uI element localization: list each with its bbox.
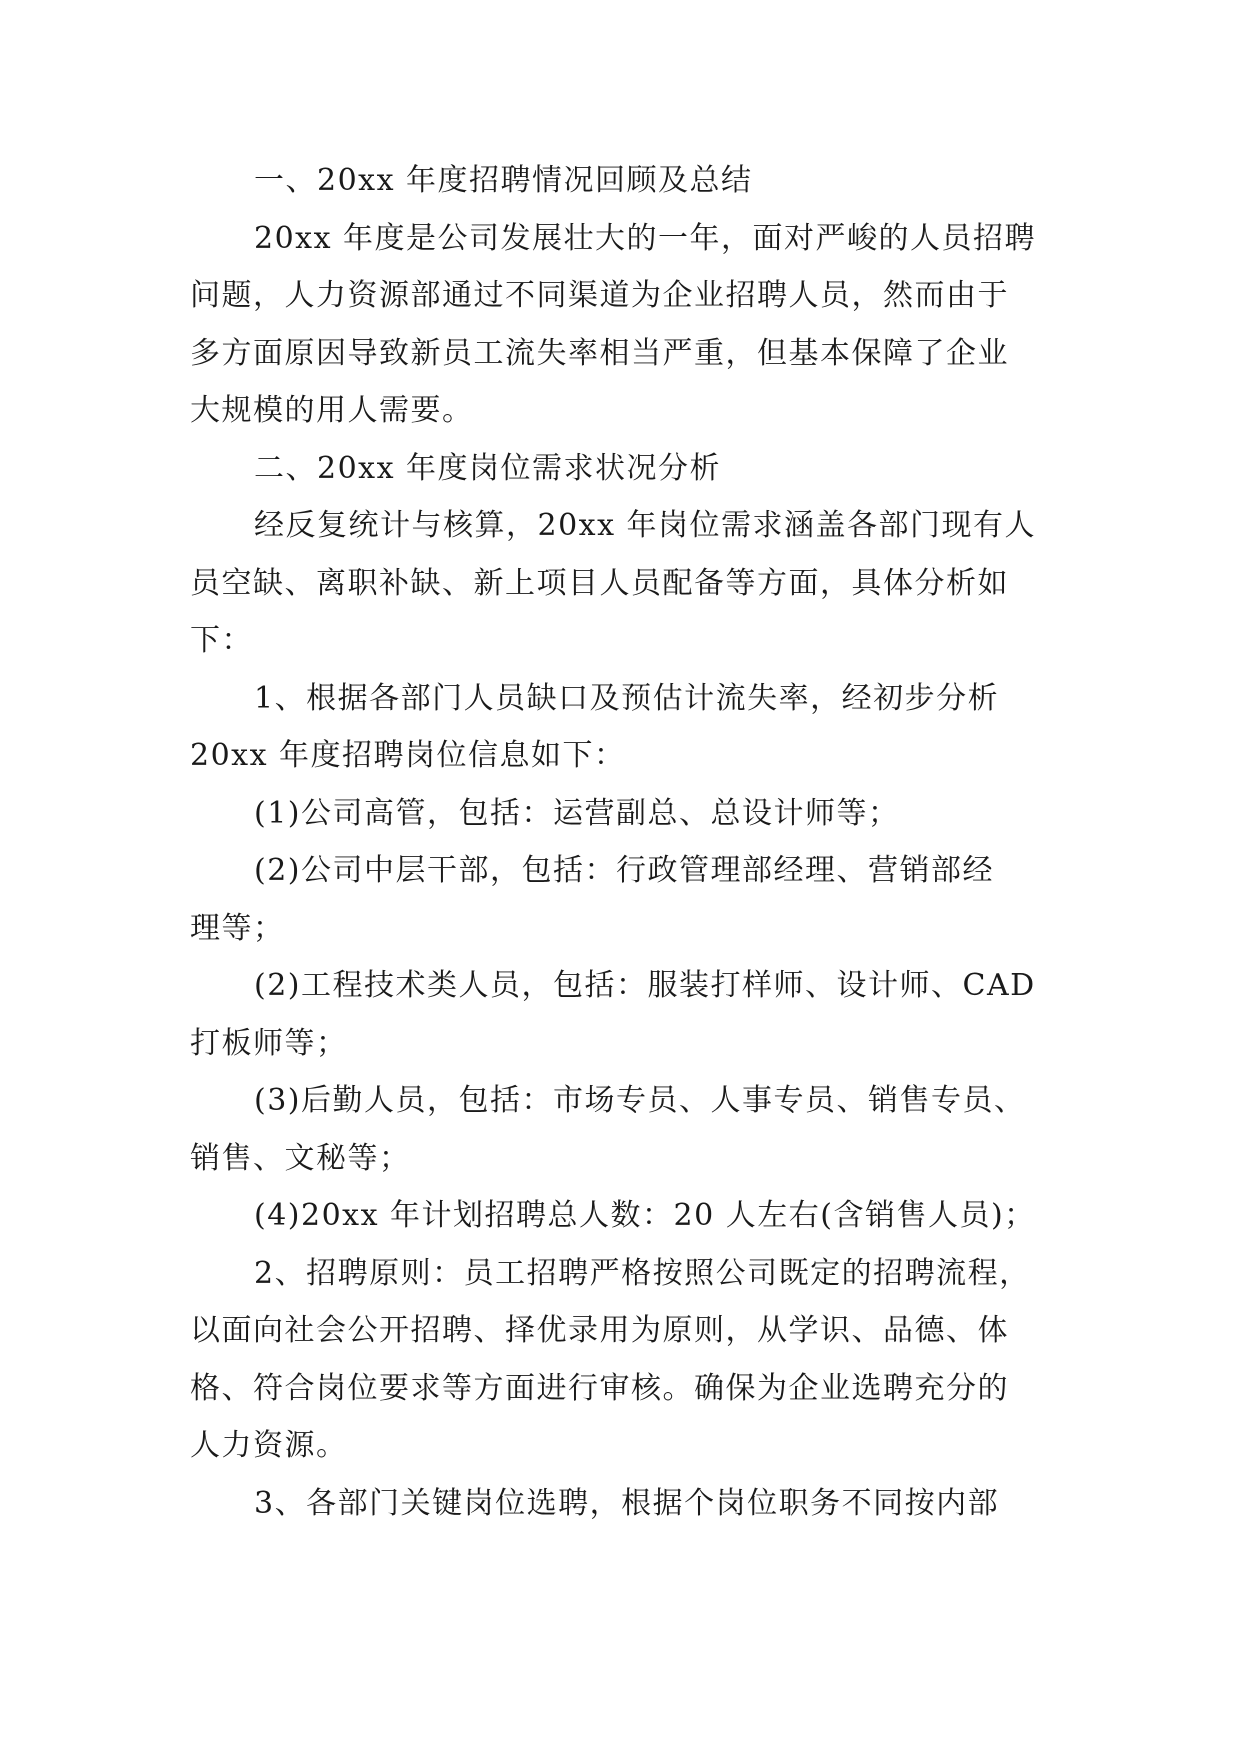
sub-item-line: (2)工程技术类人员，包括：服装打样师、设计师、CAD [254, 968, 1036, 1003]
sub-item-line: (3)后勤人员，包括：市场专员、人事专员、销售专员、 [254, 1083, 1026, 1118]
paragraph-line: 员空缺、离职补缺、新上项目人员配备等方面，具体分析如 [190, 565, 1009, 601]
paragraph-line: 下： [190, 623, 253, 658]
sub-item-line: (2)公司中层干部，包括：行政管理部经理、营销部经 [254, 853, 994, 888]
sub-item-line: 打板师等； [190, 1025, 348, 1061]
sub-item-line: (1)公司高管，包括：运营副总、总设计师等； [254, 795, 900, 831]
list-item-line: 2、招聘原则：员工招聘严格按照公司既定的招聘流程， [254, 1255, 1031, 1291]
list-item-line: 3、各部门关键岗位选聘，根据个岗位职务不同按内部 [254, 1485, 1000, 1521]
sub-item-line: 销售、文秘等； [190, 1140, 411, 1176]
section-heading-2: 二、20xx 年度岗位需求状况分析 [254, 450, 722, 486]
list-item-line: 人力资源。 [190, 1428, 348, 1463]
paragraph-line: 经反复统计与核算，20xx 年岗位需求涵盖各部门现有人 [254, 508, 1037, 543]
section-heading-1: 一、20xx 年度招聘情况回顾及总结 [254, 163, 753, 198]
paragraph-line: 多方面原因导致新员工流失率相当严重，但基本保障了企业 [190, 335, 1009, 371]
paragraph-line: 20xx 年度是公司发展壮大的一年，面对严峻的人员招聘 [254, 220, 1037, 256]
list-item-line: 1、根据各部门人员缺口及预估计流失率，经初步分析 [254, 680, 1000, 716]
list-item-line: 以面向社会公开招聘、择优录用为原则，从学识、品德、体 [190, 1313, 1009, 1348]
document-body [190, 152, 1048, 1532]
sub-item-line: 理等； [190, 910, 285, 946]
list-item-line: 格、符合岗位要求等方面进行审核。确保为企业选聘充分的 [190, 1370, 1009, 1406]
paragraph-line: 问题，人力资源部通过不同渠道为企业招聘人员，然而由于 [190, 278, 1009, 313]
paragraph-line: 大规模的用人需要。 [190, 393, 474, 428]
sub-item-line: (4)20xx 年计划招聘总人数：20 人左右(含销售人员)； [254, 1198, 1036, 1233]
list-item-line: 20xx 年度招聘岗位信息如下： [190, 738, 626, 773]
